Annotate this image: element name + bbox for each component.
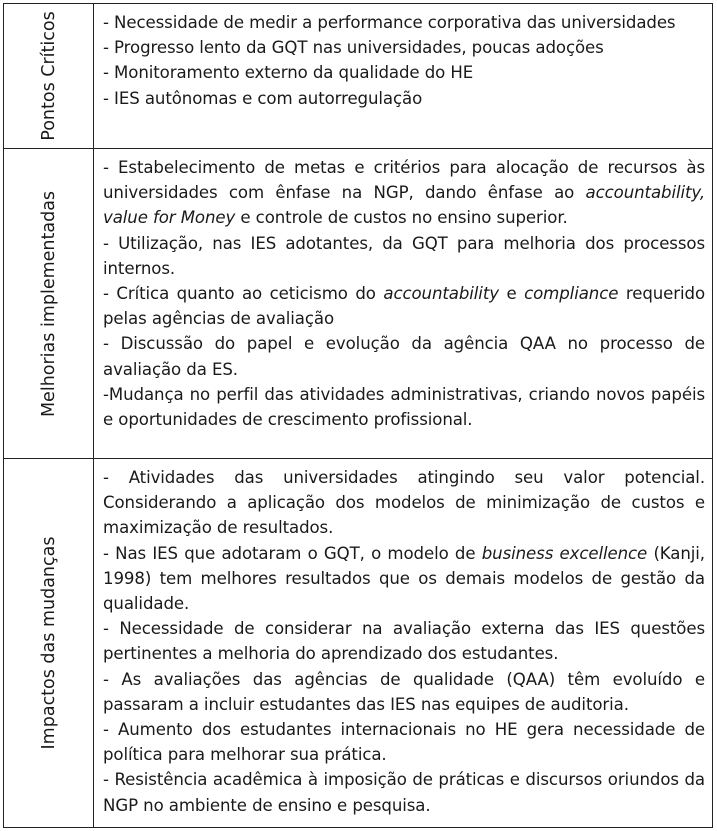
table-row-melhorias-implementadas — [4, 149, 713, 459]
table-row-impactos-das-mudancas — [4, 459, 713, 828]
item-text: - Estabelecimento de metas e critérios para alocação de recursos às universidades com ênfase na NGP, dando ênfase ao — [103, 158, 705, 203]
list-item: - IES autônomas e com autorregulação — [103, 88, 423, 108]
item-text: (Kanji, 1998) tem melhores resultados que os demais modelos de gestão da qualidade. — [103, 543, 705, 614]
list-item — [103, 541, 705, 617]
item-text: e controle de custos no ensino superior. — [235, 208, 568, 228]
summary-table — [3, 3, 713, 828]
item-text: requerido pelas agências de avaliação — [103, 284, 705, 329]
list-item: - Atividades das universidades atingindo seu valor potencial. Considerando a aplicação dos modelos de minimização de custos e maximização de resultados. — [103, 468, 705, 538]
row-content-cell — [94, 459, 713, 828]
list-item: - As avaliações das agências de qualidade (QAA) têm evoluído e passaram a incluir estudantes das IES nas equipes de auditoria. — [103, 669, 705, 714]
list-item: - Aumento dos estudantes internacionais no HE gera necessidade de política para melhorar sua prática. — [103, 720, 705, 765]
list-item — [103, 149, 705, 231]
list-item: - Monitoramento externo da qualidade do HE — [103, 63, 474, 83]
list-item — [103, 281, 705, 331]
list-item: - Necessidade de considerar na avaliação externa das IES questões pertinentes a melhoria do aprendizado dos estudantes. — [103, 619, 705, 664]
row-label-melhorias-implementadas: Melhorias implementadas — [38, 190, 59, 417]
item-text: - Crítica quanto ao ceticismo do — [103, 284, 384, 304]
list-item: - Discussão do papel e evolução da agência QAA no processo de avaliação da ES. — [103, 334, 705, 379]
item-emphasis: accountability, value for Money — [103, 183, 705, 228]
row-label-impactos-das-mudancas: Impactos das mudanças — [38, 536, 59, 750]
row-label-cell — [4, 459, 94, 828]
list-item: - Utilização, nas IES adotantes, da GQT para melhoria dos processos internos. — [103, 233, 705, 278]
table-row-pontos-criticos — [4, 4, 713, 149]
list-item: - Progresso lento da GQT nas universidades, poucas adoções — [103, 38, 604, 58]
item-emphasis: accountability — [383, 284, 499, 304]
list-item: - Resistência acadêmica à imposição de práticas e discursos oriundos da NGP no ambiente de ensino e pesquisa. — [103, 770, 705, 815]
row-label-cell — [4, 149, 94, 459]
row-content-cell — [94, 149, 713, 459]
list-item: -Mudança no perfil das atividades administrativas, criando novos papéis e oportunidades de crescimento profissional. — [103, 384, 705, 430]
item-text: e — [498, 284, 525, 304]
list-item: - Necessidade de medir a performance corporativa das universidades — [103, 13, 676, 32]
row-label-pontos-criticos: Pontos Críticos — [38, 11, 59, 141]
row-label-cell — [4, 4, 94, 149]
item-text: - Nas IES que adotaram o GQT, o modelo de — [103, 543, 482, 563]
item-emphasis: compliance — [524, 284, 619, 304]
row-content-cell — [94, 4, 713, 149]
item-emphasis: business excellence — [481, 543, 648, 563]
